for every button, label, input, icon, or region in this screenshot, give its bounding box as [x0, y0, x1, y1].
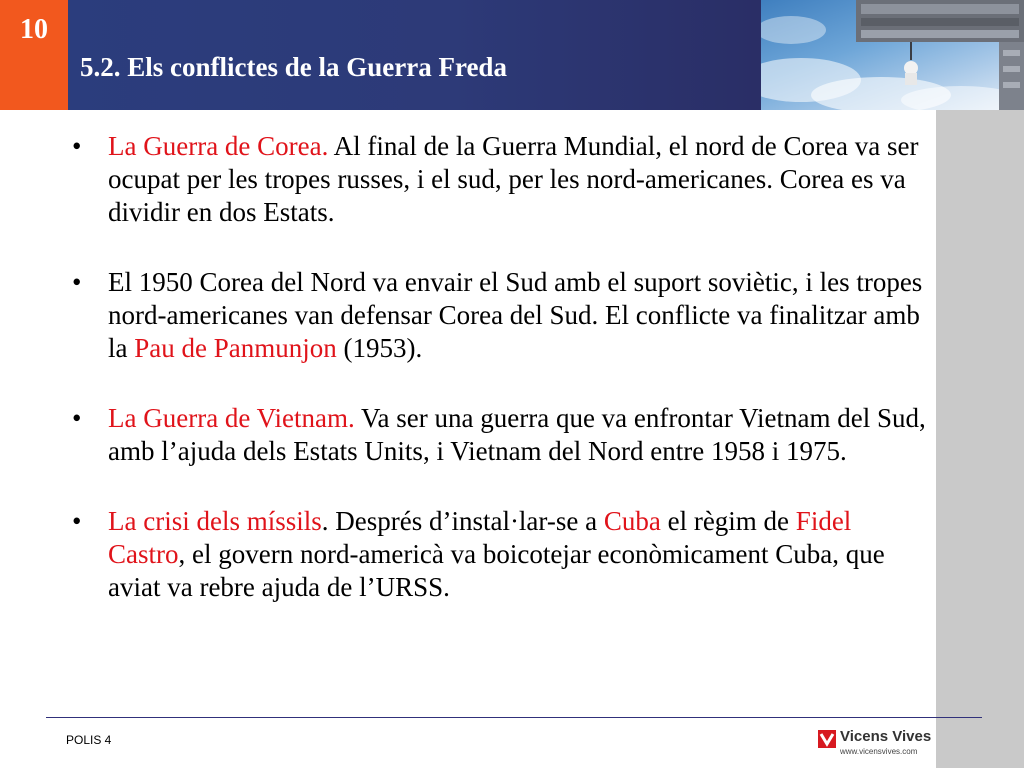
- publisher-name: Vicens Vives: [840, 728, 932, 745]
- bullet-list: [66, 130, 932, 641]
- chapter-number: 10: [20, 14, 48, 45]
- bullet-text: Al final de la Guerra Mundial, el nord de Corea va ser ocupat per les tropes russes, i el sud, per les nord-americanes. Corea es va dividir en dos Estats.: [108, 131, 919, 227]
- highlighted-term: Cuba: [603, 506, 661, 536]
- publisher-logo: [818, 728, 932, 760]
- vicens-vives-logo-icon: [818, 730, 836, 748]
- bullet-item: [66, 130, 932, 229]
- header-band: [68, 0, 761, 110]
- footer-divider: [46, 717, 982, 718]
- bullet-text: Va ser una guerra que va enfrontar Vietnam del Sud, amb l’ajuda dels Estats Units, i Vietnam del Nord entre 1958 i 1975.: [108, 403, 926, 466]
- bullet-item: [66, 266, 932, 365]
- highlighted-term: La crisi dels míssils: [108, 506, 322, 536]
- bullet-text: El 1950 Corea del Nord va envair el Sud amb el suport soviètic, i les tropes nord-americanes van defensar Corea del Sud. El conflicte va finalitzar amb la: [108, 267, 923, 363]
- chapter-number-box: [0, 0, 68, 110]
- space-station-photo: [761, 0, 1024, 110]
- bullet-text: el règim de: [660, 506, 796, 536]
- bullet-item: [66, 402, 932, 468]
- highlighted-term: Pau de Panmunjon: [134, 333, 337, 363]
- bullet-item: [66, 505, 932, 604]
- footer-series-label: POLIS 4: [66, 733, 112, 747]
- bullet-text: (1953).: [336, 333, 423, 363]
- bullet-text: , el govern nord-americà va boicotejar econòmicament Cuba, que aviat va rebre ajuda de l’URSS.: [108, 539, 885, 602]
- highlighted-term: Fidel Castro: [108, 506, 852, 569]
- highlighted-term: La Guerra de Vietnam.: [108, 403, 355, 433]
- bullet-text: . Després d’instal·lar-se a: [321, 506, 604, 536]
- page-title: 5.2. Els conflictes de la Guerra Freda: [80, 52, 507, 82]
- highlighted-term: La Guerra de Corea.: [108, 131, 329, 161]
- space-station-image-icon: [761, 0, 1024, 110]
- right-gray-strip: [936, 110, 1024, 768]
- publisher-url: www.vicensvives.com: [840, 747, 918, 756]
